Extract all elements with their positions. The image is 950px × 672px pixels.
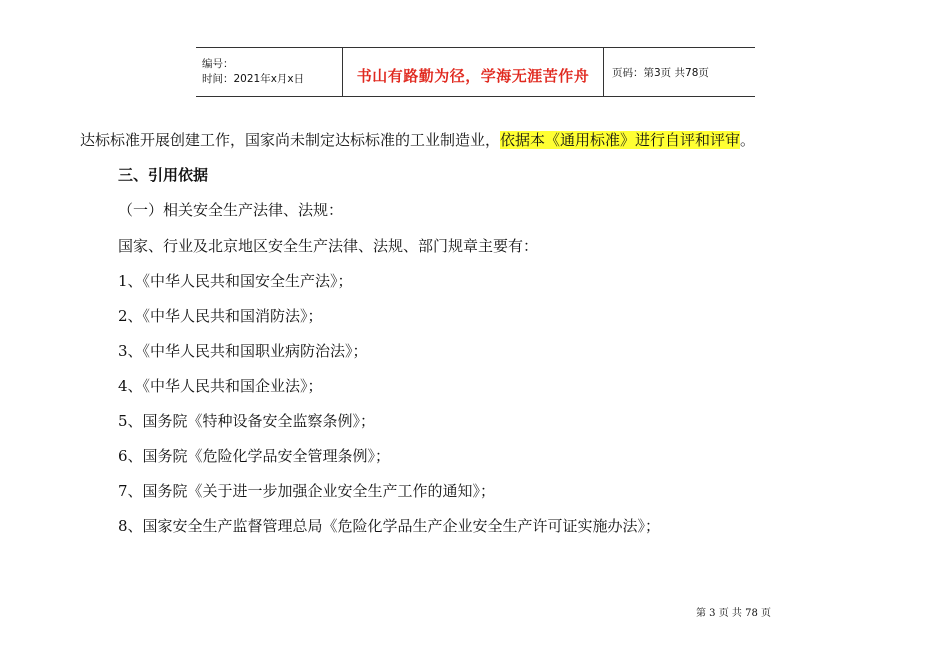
section-heading: 三、引用依据: [118, 166, 209, 184]
header-meta: [196, 48, 342, 96]
list-item: 5、国务院《特种设备安全监察条例》；: [118, 412, 376, 430]
sub-heading: （一）相关安全生产法律、法规：: [118, 201, 344, 219]
header-motto-cell: [342, 48, 604, 96]
intro-text: 国家、行业及北京地区安全生产法律、法规、部门规章主要有：: [118, 237, 539, 255]
time-label: 时间：2021年x月x日: [202, 73, 305, 85]
header-page-code-cell: [604, 48, 755, 96]
motto-text: 书山有路勤为径，学海无涯苦作舟: [356, 66, 590, 85]
highlighted-text: 依据本《通用标准》进行自评和评审: [500, 131, 741, 149]
list-item: 3、《中华人民共和国职业病防治法》；: [118, 342, 368, 360]
list-item: 4、《中华人民共和国企业法》；: [118, 377, 323, 395]
paragraph-end: 。: [740, 131, 756, 149]
paragraph-text: 达标标准开展创建工作，国家尚未制定达标标准的工业制造业，: [80, 131, 501, 149]
document-header: [196, 47, 755, 97]
page-footer: 第 3 页 共 78 页: [696, 608, 771, 619]
list-item: 7、国务院《关于进一步加强企业安全生产工作的通知》；: [118, 482, 496, 500]
serial-label: 编号：: [202, 58, 234, 70]
list-item: 6、国务院《危险化学品安全管理条例》；: [118, 447, 391, 465]
paragraph-line: [80, 129, 755, 150]
list-item: 2、《中华人民共和国消防法》；: [118, 307, 323, 325]
page-code: 页码：第3页 共78页: [612, 66, 709, 79]
list-item: 1、《中华人民共和国安全生产法》；: [118, 272, 353, 290]
list-item: 8、国家安全生产监督管理总局《危险化学品生产企业安全生产许可证实施办法》；: [118, 517, 661, 535]
